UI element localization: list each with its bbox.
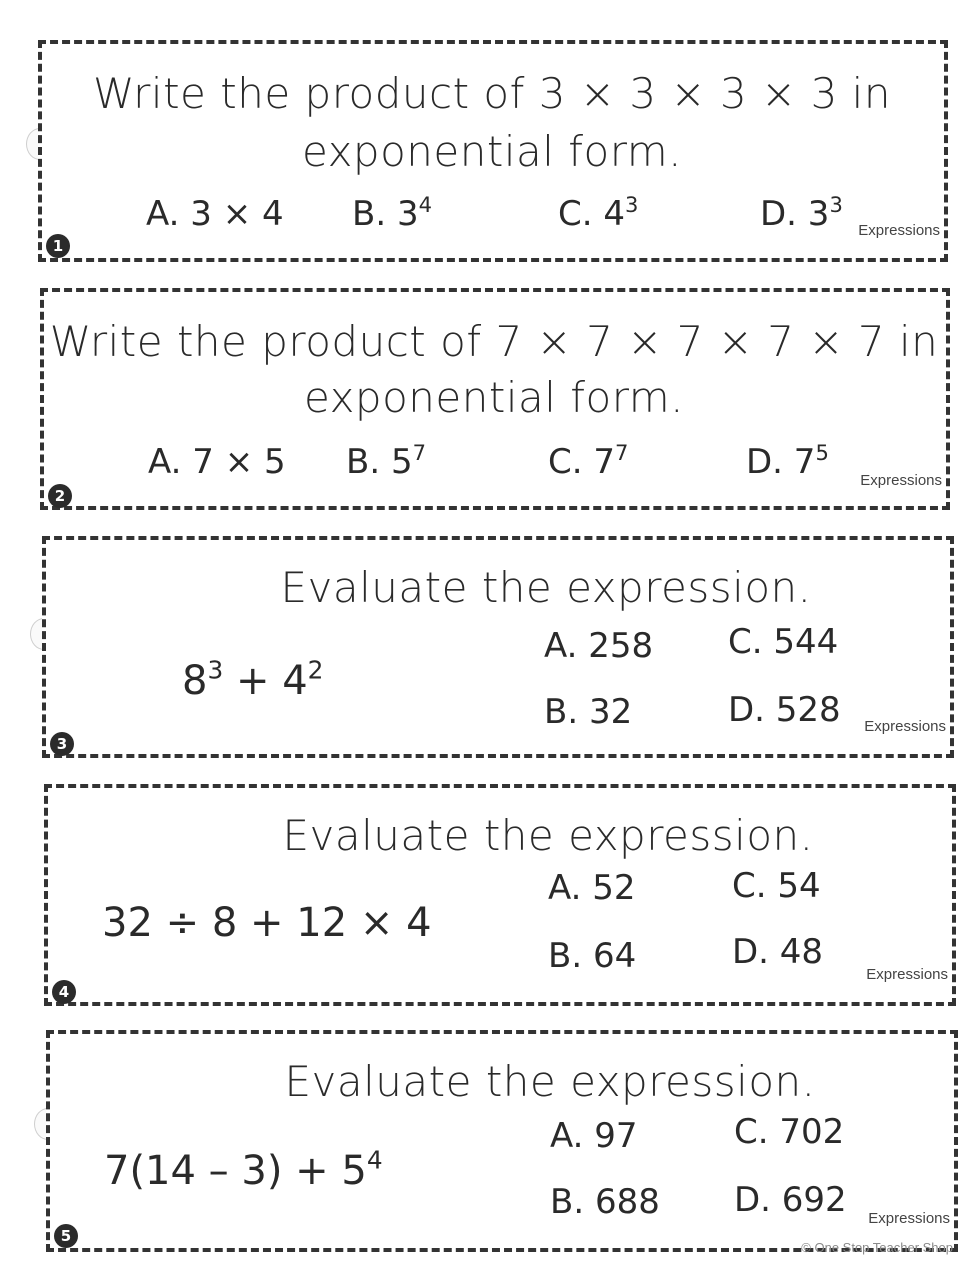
copyright-credit: © One Stop Teacher Shop (801, 1240, 953, 1255)
math-expression: 32 ÷ 8 + 12 × 4 (102, 900, 432, 946)
card-number-badge: 5 (54, 1224, 78, 1248)
option-d: D. 528 (728, 690, 841, 730)
expressions-tag: Expressions (868, 1210, 950, 1227)
question-line-1: Evaluate the expression. (284, 1057, 816, 1106)
task-card-3 (42, 536, 954, 758)
option-d: D. 692 (734, 1180, 847, 1220)
option-b: B. 64 (548, 936, 637, 976)
question-line-2: exponential form. (303, 373, 685, 422)
task-card-5 (46, 1030, 958, 1252)
option-a: A. 7 × 5 (148, 442, 286, 482)
math-expression: $7(14 - 3) + 5^4$ (104, 1145, 383, 1194)
task-card-2 (40, 288, 950, 510)
option-b: B. $5^7$ (346, 439, 427, 482)
expressions-tag: Expressions (866, 966, 948, 983)
question-line-1: Write the product of 3 × 3 × 3 × 3 in (93, 69, 891, 118)
card-number-badge: 4 (52, 980, 76, 1004)
task-card-4 (44, 784, 956, 1006)
option-d: D. $3^3$ (760, 191, 843, 234)
option-c: C. 702 (734, 1112, 845, 1152)
option-d: D. 48 (732, 932, 824, 972)
question-line-2: exponential form. (301, 127, 683, 176)
question-line-1: Evaluate the expression. (282, 811, 814, 860)
option-c: C. $4^3$ (558, 191, 639, 234)
card-number-badge: 2 (48, 484, 72, 508)
option-c: C. $7^7$ (548, 439, 629, 482)
option-b: B. 32 (544, 692, 633, 732)
expressions-tag: Expressions (858, 222, 940, 239)
option-c: C. 544 (728, 622, 839, 662)
option-b: B. $3^4$ (352, 191, 433, 234)
question-line-1: Evaluate the expression. (280, 563, 812, 612)
option-a: A. 52 (548, 868, 636, 908)
math-expression: $8^3 + 4^2$ (182, 655, 324, 704)
option-b: B. 688 (550, 1182, 660, 1222)
option-d: D. $7^5$ (746, 439, 829, 482)
option-a: A. 3 × 4 (146, 194, 284, 234)
option-a: A. 97 (550, 1116, 638, 1156)
task-card-1 (38, 40, 948, 262)
option-a: A. 258 (544, 626, 654, 666)
expressions-tag: Expressions (860, 472, 942, 489)
card-number-badge: 3 (50, 732, 74, 756)
question-line-1: Write the product of 7 × 7 × 7 × 7 × 7 in (49, 317, 939, 366)
expressions-tag: Expressions (864, 718, 946, 735)
card-number-badge: 1 (46, 234, 70, 258)
option-c: C. 54 (732, 866, 821, 906)
